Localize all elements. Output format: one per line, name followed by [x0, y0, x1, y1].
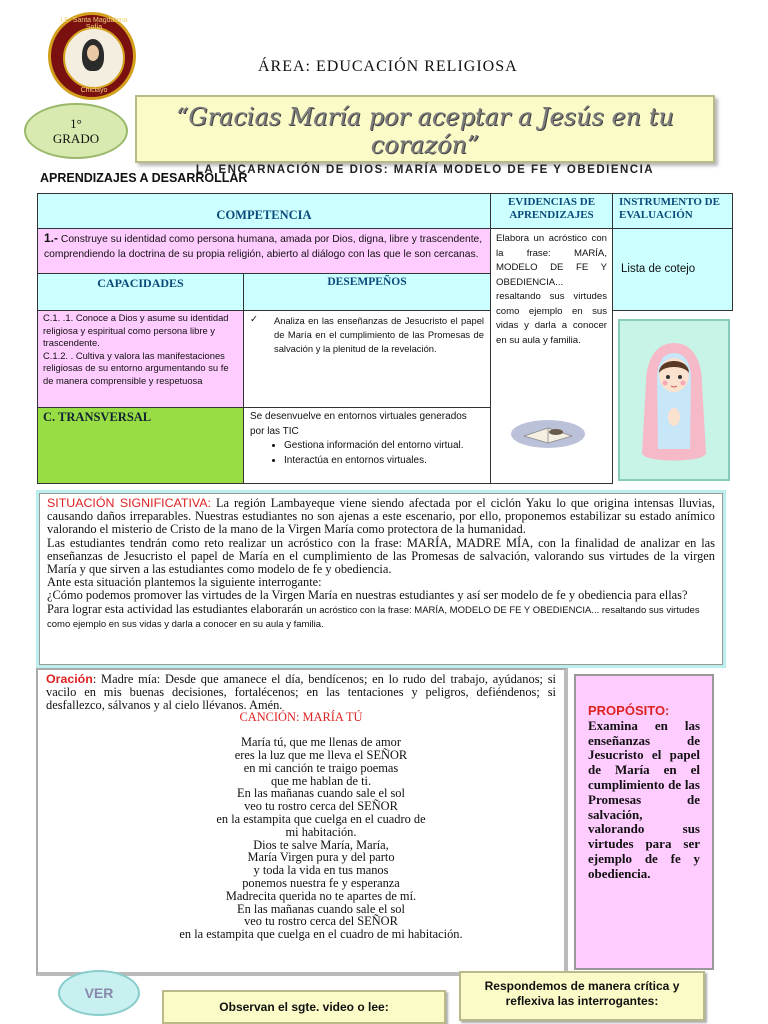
- desempeno-cell: [243, 310, 491, 408]
- competencia-text: Construye su identidad como persona humana, amada por Dios, digna, libre y trascendente, comprendiendo la doctrina de su propia religión, abierto al diálogo con las que le son cercanas.: [44, 234, 483, 260]
- proposito-box: [574, 674, 714, 970]
- observan-banner: Observan el sgte. video o lee:: [162, 990, 446, 1024]
- song-line: en la estampita que cuelga en el cuadro de mi habitación.: [179, 927, 463, 942]
- open-book-image: [510, 412, 586, 452]
- song-line: En las mañanas cuando sale el sol: [237, 786, 405, 801]
- song-line: ponemos nuestra fe y esperanza: [242, 875, 400, 890]
- capacidades-cell: [37, 310, 244, 408]
- transversal-item: • Gestiona información del entorno virtual.: [284, 439, 484, 454]
- capacidades-header: CAPACIDADES: [37, 273, 244, 311]
- song-title: CANCIÓN: MARÍA TÚ: [239, 710, 363, 725]
- song-line: eres la luz que me lleva el SEÑOR: [234, 747, 408, 762]
- competencia-cell: [37, 228, 491, 274]
- grade-number: 1°: [70, 116, 82, 131]
- grade-badge: [24, 103, 128, 159]
- competencia-header: COMPETENCIA: [37, 193, 491, 229]
- competencia-number: 1.-: [44, 231, 59, 245]
- situacion-significativa: [36, 490, 726, 668]
- logo-portrait: [63, 27, 125, 89]
- song-line: en la estampita que cuelga en el cuadro de: [216, 811, 426, 826]
- song-line: María tú, que me llenas de amor: [241, 735, 401, 750]
- respondemos-banner: Respondemos de manera crítica y reflexiva las interrogantes:: [459, 971, 705, 1021]
- song-line: que me hablan de ti.: [270, 773, 372, 788]
- desempeno-text: Analiza en las enseñanzas de Jesucristo el papel de María en el cumplimiento de las Promesas de salvación y la plenitud de la revelación.: [274, 315, 484, 355]
- capacidad-2: C.1.2. . Cultiva y valora las manifestaciones religiosas de su entorno argumentando su fe de manera comprensible y respetuosa: [43, 349, 229, 386]
- situacion-paragraph-5b: un acróstico con la frase: MARÍA, MODELO DE FE Y OBEDIENCIA... resaltando sus virtudes como ejemplo en sus vidas y darla a conocer en su aula y familia.: [47, 604, 700, 630]
- proposito-title: PROPÓSITO:: [588, 703, 670, 718]
- song-line: Madrecita querida no te apartes de mí.: [225, 888, 417, 903]
- area-title: ÁREA: EDUCACIÓN RELIGIOSA: [258, 58, 518, 75]
- song-line: En las mañanas cuando sale el sol: [237, 901, 405, 916]
- desempenos-header: DESEMPEÑOS: [243, 273, 491, 311]
- song-line: mi habitación.: [285, 824, 357, 839]
- transversal-text: Se desenvuelve en entornos virtuales generados por las TIC: [250, 411, 467, 437]
- song-line: María Virgen pura y del parto: [247, 850, 395, 865]
- situacion-paragraph-3: Ante esta situación plantemos la siguiente interrogante:: [47, 575, 322, 590]
- banner-title: “Gracias María por aceptar a Jesús en tu corazón”: [176, 103, 674, 159]
- ver-badge: VER: [58, 970, 140, 1016]
- proposito-text: Examina en las enseñanzas de Jesucristo el papel de María en el cumplimiento de las Promesas de salvación, valorando sus virtudes para ser ejemplo de fe y obediencia.: [588, 717, 700, 881]
- situacion-paragraph-1: La región Lambayeque viene siendo afectada por el ciclón Yaku lo que origina intensas lluvias, causando daños irreparables. Nuestras estudiantes no son ajenas a este escenario, por ello, proponemos estabilizar su estado anímico valorando el misterio de Cristo de la mano de la Virgen María como protectora de la humanidad.: [47, 496, 715, 537]
- song-line: veo tu rostro cerca del SEÑOR: [244, 914, 398, 929]
- situacion-paragraph-5a: Para lograr esta actividad las estudiantes elaborarán: [47, 601, 307, 616]
- song-line: y toda la vida en tus manos: [253, 863, 389, 878]
- instrumento-header: INSTRUMENTO DE EVALUACIÓN: [612, 193, 733, 229]
- situacion-paragraph-2: Las estudiantes tendrán como reto realizar un acróstico con la frase: MARÍA, MADRE MÍA, con la finalidad de analizar en las enseñanzas de Jesucristo el papel de María en el cumplimiento de las Promesas de salvación, valorando sus virtudes de la virgen María y que sirven a las estudiantes como modelo de fe y obediencia.: [47, 535, 715, 577]
- situacion-label: SITUACIÓN SIGNIFICATIVA:: [47, 496, 211, 510]
- transversal-label: C. TRANSVERSAL: [37, 407, 244, 484]
- banner-subtitle: LA ENCARNACIÓN DE DIOS: MARÍA MODELO DE FE Y OBEDIENCIA: [195, 164, 655, 176]
- logo-text-bottom: Chiclayo: [80, 87, 108, 94]
- evidencias-header: EVIDENCIAS DE APRENDIZAJES: [490, 193, 613, 229]
- song-line: en mi canción te traigo poemas: [243, 760, 399, 775]
- song-line: Dios te salve María, María,: [253, 837, 389, 852]
- song-lyrics: [46, 736, 556, 941]
- school-logo: [48, 12, 136, 100]
- virgin-mary-illustration: [618, 319, 730, 481]
- instrumento-text: Lista de cotejo: [621, 263, 696, 275]
- check-icon: ✓: [250, 313, 258, 324]
- transversal-item: • Interactúa en entornos virtuales.: [284, 454, 484, 469]
- situacion-question: ¿Cómo podemos promover las virtudes de la Virgen María en nuestras estudiantes y así ser modelo de fe y obediencia para ellas?: [47, 588, 688, 603]
- transversal-cell: [243, 407, 491, 484]
- transversal-list: [250, 439, 484, 468]
- grade-label: GRADO: [52, 131, 100, 146]
- section-label: APRENDIZAJES A DESARROLLAR: [40, 171, 248, 185]
- oracion-box: [36, 668, 568, 976]
- instrumento-cell: [612, 228, 733, 311]
- evidencia-text: Elabora un acróstico con la frase: MARÍA, MODELO DE FE Y OBEDIENCIA... resaltando sus virtudes como ejemplo en sus vidas y darla a conocer en su aula y familia.: [496, 233, 607, 346]
- song-line: veo tu rostro cerca del SEÑOR: [244, 799, 398, 814]
- title-banner: [135, 95, 715, 176]
- oracion-label: Oración: [46, 672, 93, 686]
- logo-text-top: I.E. Santa Magdalena Sofía: [60, 17, 128, 31]
- capacidad-1: C.1. .1. Conoce a Dios y asume su identidad religiosa y espiritual como persona libre y trascendente.: [43, 312, 229, 349]
- logo-face: [87, 45, 99, 61]
- oracion-text: : Madre mía: Desde que amanece el día, bendícenos; en lo rudo del trabajo, ayúdanos; si vacilo en mis buenas decisiones, fortalécenos; en las tentaciones y peligros, defiéndenos; si desfallezco, sálvanos y al cielo llévanos. Amén.: [46, 672, 556, 712]
